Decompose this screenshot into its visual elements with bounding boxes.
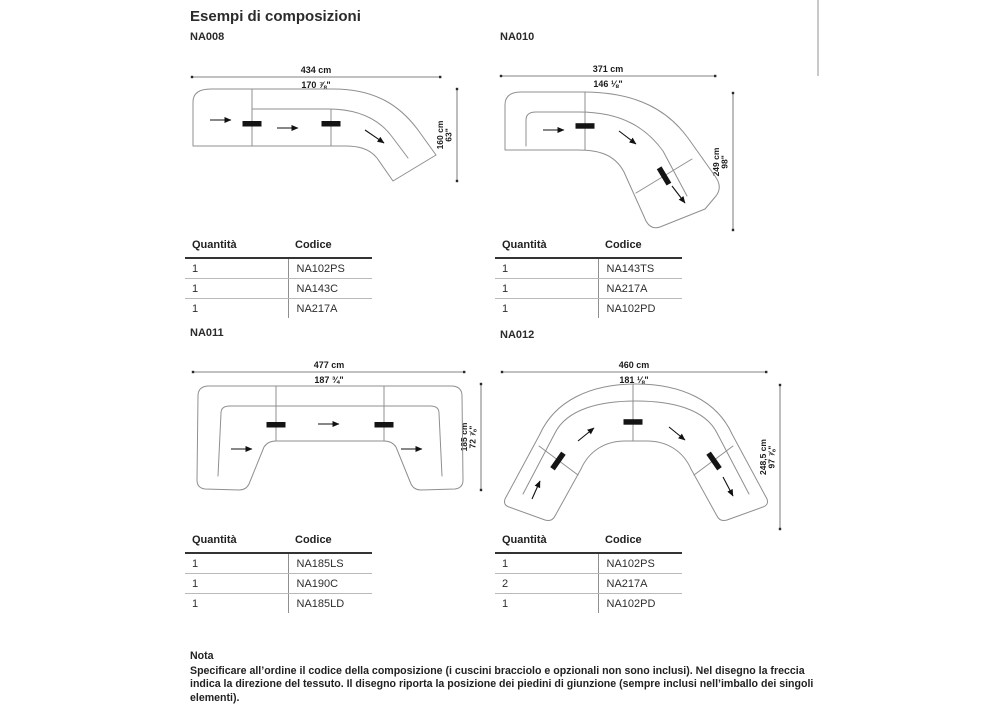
composition-table-na012 <box>495 531 682 613</box>
qty-header: Quantità <box>185 531 288 553</box>
code-cell: NA143C <box>288 279 372 299</box>
width-in-label: 146 ⅛" <box>593 79 622 89</box>
junction-foot <box>267 422 286 428</box>
backrest-inner-line <box>252 109 408 158</box>
direction-arrow <box>578 428 594 441</box>
quantity-cell: 1 <box>185 594 288 614</box>
quantity-cell: 1 <box>185 553 288 574</box>
junction-foot <box>706 452 721 471</box>
quantity-cell: 1 <box>495 594 598 614</box>
height-in-label: 98" <box>720 155 730 169</box>
width-in-label: 181 ⅛" <box>619 375 648 385</box>
composition-label-na010: NA010 <box>500 31 534 43</box>
code-cell: NA102PD <box>598 594 682 614</box>
code-header: Codice <box>598 236 682 258</box>
height-cm-label: 249 cm <box>711 147 721 176</box>
note-title: Nota <box>190 650 830 664</box>
composition-drawing-na010 <box>495 50 750 240</box>
height-in-label: 97 ⅞" <box>767 446 777 469</box>
composition-label-na011: NA011 <box>190 327 224 339</box>
code-cell: NA185LD <box>288 594 372 614</box>
quantity-cell: 1 <box>495 258 598 279</box>
page-title: Esempi di composizioni <box>190 8 361 25</box>
width-cm-label: 434 cm <box>301 65 332 75</box>
code-cell: NA102PS <box>288 258 372 279</box>
composition-drawing-na011 <box>185 356 495 528</box>
qty-header: Quantità <box>495 236 598 258</box>
table-row <box>185 574 372 594</box>
junction-foot <box>550 452 565 471</box>
quantity-cell: 1 <box>185 258 288 279</box>
quantity-cell: 1 <box>185 299 288 319</box>
height-in-label: 72 ⅞" <box>468 426 478 449</box>
direction-arrow <box>723 477 733 496</box>
composition-table-na010 <box>495 236 682 318</box>
table-row <box>185 553 372 574</box>
code-cell: NA217A <box>288 299 372 319</box>
direction-arrow <box>619 131 636 144</box>
code-header: Codice <box>598 531 682 553</box>
width-cm-label: 460 cm <box>619 360 650 370</box>
quantity-cell: 1 <box>495 553 598 574</box>
junction-foot <box>657 166 672 185</box>
direction-arrow <box>532 481 540 499</box>
composition-table-na011 <box>185 531 372 613</box>
height-cm-label: 160 cm <box>435 120 445 149</box>
qty-header: Quantità <box>495 531 598 553</box>
sofa-outline <box>197 386 463 490</box>
junction-foot <box>624 419 643 425</box>
note-body: Specificare all’ordine il codice della composizione (i cuscini bracciolo e opzionali non sono inclusi). Nel disegno la freccia indica la direzione del tessuto. Il disegno riporta la posizione dei piedini di giunzione (sempre inclusi nell’imballo dei singoli elementi). <box>190 665 830 705</box>
qty-header: Quantità <box>185 236 288 258</box>
table-row <box>495 553 682 574</box>
quantity-cell: 2 <box>495 574 598 594</box>
backrest-inner-line <box>526 112 687 196</box>
code-cell: NA102PD <box>598 299 682 319</box>
code-cell: NA143TS <box>598 258 682 279</box>
direction-arrow <box>365 130 384 143</box>
junction-foot <box>322 121 341 127</box>
composition-drawing-na012 <box>495 353 810 541</box>
table-row <box>495 258 682 279</box>
composition-drawing-na008 <box>185 58 480 216</box>
width-cm-label: 477 cm <box>314 360 345 370</box>
height-cm-label: 185 cm <box>459 422 469 451</box>
code-cell: NA102PS <box>598 553 682 574</box>
table-row <box>495 574 682 594</box>
table-row <box>185 594 372 614</box>
table-row <box>185 279 372 299</box>
code-cell: NA217A <box>598 574 682 594</box>
code-header: Codice <box>288 236 372 258</box>
note-block <box>190 650 830 705</box>
direction-arrow <box>669 427 685 440</box>
width-in-label: 170 ⅞" <box>301 80 330 90</box>
sofa-outline <box>193 89 436 181</box>
junction-foot <box>375 422 394 428</box>
table-row <box>495 279 682 299</box>
quantity-cell: 1 <box>495 279 598 299</box>
table-row <box>185 258 372 279</box>
table-row <box>185 299 372 319</box>
junction-foot <box>576 123 595 129</box>
quantity-cell: 1 <box>185 574 288 594</box>
table-row <box>495 594 682 614</box>
quantity-cell: 1 <box>185 279 288 299</box>
composition-label-na008: NA008 <box>190 31 224 43</box>
composition-table-na008 <box>185 236 372 318</box>
junction-foot <box>243 121 262 127</box>
code-cell: NA190C <box>288 574 372 594</box>
height-in-label: 63" <box>444 128 454 142</box>
composition-label-na012: NA012 <box>500 329 534 341</box>
width-cm-label: 371 cm <box>593 64 624 74</box>
table-row <box>495 299 682 319</box>
code-header: Codice <box>288 531 372 553</box>
code-cell: NA217A <box>598 279 682 299</box>
sofa-outline <box>505 384 768 521</box>
backrest-inner-line <box>523 401 749 494</box>
height-cm-label: 248,5 cm <box>758 439 768 475</box>
width-in-label: 187 ¾" <box>314 375 343 385</box>
page-edge-divider <box>817 0 819 76</box>
code-cell: NA185LS <box>288 553 372 574</box>
quantity-cell: 1 <box>495 299 598 319</box>
